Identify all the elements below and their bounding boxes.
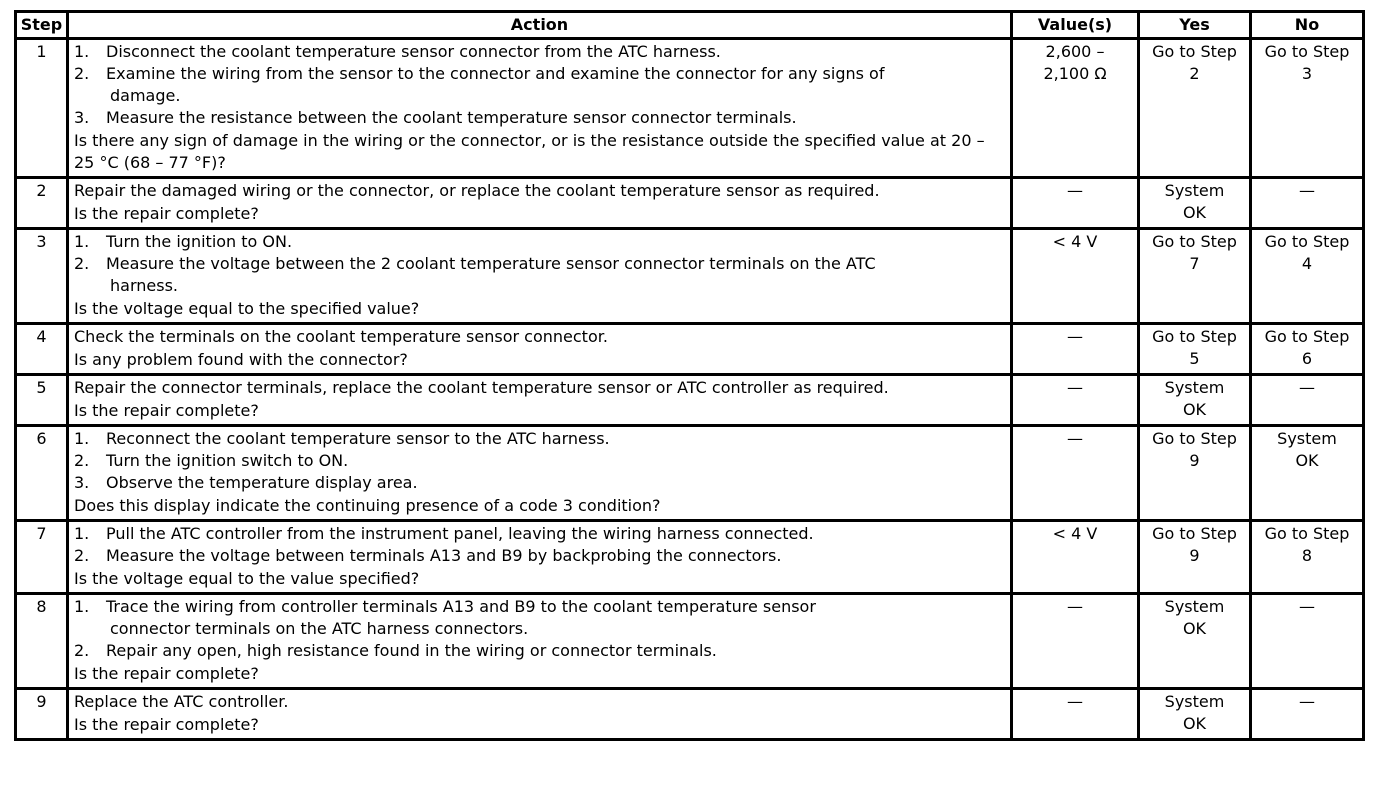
no-cell-line: — (1299, 378, 1315, 397)
yes-cell-line: System (1164, 597, 1225, 616)
no-cell (1251, 229, 1364, 324)
action-step-continuation: damage. (110, 86, 181, 105)
action-step-continuation: connector terminals on the ATC harness connectors. (110, 619, 529, 638)
action-step-number: 1. (74, 524, 90, 543)
action-step-number: 1. (74, 42, 90, 61)
no-cell (1251, 521, 1364, 594)
action-step-text: Measure the voltage between the 2 coolant temperature sensor connector terminals on the ATC (106, 254, 876, 273)
header-action: Action (68, 12, 1012, 39)
action-step-text: Measure the voltage between terminals A13 and B9 by backprobing the connectors. (106, 546, 782, 565)
yes-cell-line: 2 (1189, 64, 1200, 83)
table-row (16, 375, 1364, 426)
action-text: Check the terminals on the coolant temperature sensor connector. (74, 327, 608, 346)
yes-cell-line: 7 (1189, 254, 1200, 273)
no-cell-line: Go to Step (1264, 232, 1350, 251)
yes-cell-line: System (1164, 181, 1225, 200)
yes-cell (1139, 521, 1251, 594)
yes-cell (1139, 178, 1251, 229)
action-cell (68, 375, 1012, 426)
header-values: Value(s) (1012, 12, 1139, 39)
table-row (16, 689, 1364, 740)
no-cell-line: — (1299, 597, 1315, 616)
action-step-text: Repair any open, high resistance found in the wiring or connector terminals. (106, 641, 717, 660)
action-step-number: 1. (74, 232, 90, 251)
action-step-number: 2. (74, 64, 90, 83)
action-question: Is there any sign of damage in the wiring or the connector, or is the resistance outside the specified value at 20 – 25 °C (68 – 77 °F)? (74, 131, 985, 172)
value-cell-line: < 4 V (1052, 524, 1098, 543)
yes-cell (1139, 594, 1251, 689)
header-step: Step (16, 12, 68, 39)
action-step-text: Measure the resistance between the coolant temperature sensor connector terminals. (106, 108, 797, 127)
action-question: Is any problem found with the connector? (74, 350, 408, 369)
no-cell-line: 3 (1301, 64, 1313, 83)
step-number: 4 (16, 324, 68, 375)
action-step-text: Turn the ignition to ON. (106, 232, 293, 251)
no-cell-line: 8 (1301, 546, 1313, 565)
action-text: Replace the ATC controller. (74, 692, 289, 711)
action-cell (68, 39, 1012, 178)
action-question: Is the repair complete? (74, 715, 259, 734)
action-cell (68, 594, 1012, 689)
action-step (74, 640, 1005, 662)
table-row (16, 39, 1364, 178)
no-cell-line: OK (1295, 451, 1319, 470)
table-row (16, 324, 1364, 375)
action-step (74, 523, 1005, 545)
action-step-text: Reconnect the coolant temperature sensor to the ATC harness. (106, 429, 610, 448)
table-body (16, 39, 1364, 740)
value-cell-line: — (1067, 181, 1083, 200)
action-step-number: 2. (74, 546, 90, 565)
header-yes: Yes (1139, 12, 1251, 39)
no-cell-line: Go to Step (1264, 524, 1350, 543)
action-step-number: 1. (74, 597, 90, 616)
yes-cell-line: OK (1182, 714, 1207, 733)
no-cell (1251, 689, 1364, 740)
yes-cell-line: Go to Step (1152, 42, 1237, 61)
action-step-number: 2. (74, 641, 90, 660)
step-number: 1 (16, 39, 68, 178)
action-question: Is the voltage equal to the specified value? (74, 299, 420, 318)
table-row (16, 178, 1364, 229)
header-no: No (1251, 12, 1364, 39)
no-cell-line: System (1277, 429, 1337, 448)
no-cell (1251, 594, 1364, 689)
yes-cell-line: 9 (1189, 451, 1200, 470)
value-cell (1012, 375, 1139, 426)
no-cell-line: — (1299, 692, 1315, 711)
step-number: 9 (16, 689, 68, 740)
value-cell-line: — (1067, 692, 1083, 711)
action-step (74, 428, 1005, 450)
value-cell-line: — (1067, 597, 1083, 616)
table-row (16, 521, 1364, 594)
action-step-number: 2. (74, 254, 90, 273)
action-step (74, 107, 1005, 129)
value-cell (1012, 229, 1139, 324)
action-step (74, 231, 1005, 253)
value-cell-line: — (1067, 327, 1083, 346)
action-step (74, 41, 1005, 63)
yes-cell-line: OK (1182, 203, 1207, 222)
action-step-text: Examine the wiring from the sensor to the connector and examine the connector for any signs of (106, 64, 885, 83)
value-cell (1012, 426, 1139, 521)
no-cell (1251, 39, 1364, 178)
diagnostic-table (14, 10, 1365, 741)
action-question: Is the repair complete? (74, 204, 259, 223)
action-step-number: 2. (74, 451, 90, 470)
yes-cell (1139, 426, 1251, 521)
yes-cell-line: System (1164, 692, 1225, 711)
value-cell-line: < 4 V (1052, 232, 1098, 251)
table-row (16, 229, 1364, 324)
action-cell (68, 178, 1012, 229)
action-cell (68, 521, 1012, 594)
yes-cell-line: 5 (1189, 349, 1200, 368)
action-question: Is the repair complete? (74, 664, 259, 683)
action-step-text: Turn the ignition switch to ON. (106, 451, 349, 470)
yes-cell (1139, 689, 1251, 740)
yes-cell-line: OK (1182, 400, 1207, 419)
table-row (16, 594, 1364, 689)
no-cell (1251, 375, 1364, 426)
yes-cell (1139, 229, 1251, 324)
action-step (74, 63, 1005, 85)
yes-cell (1139, 39, 1251, 178)
step-number: 5 (16, 375, 68, 426)
action-step (74, 450, 1005, 472)
yes-cell-line: OK (1182, 619, 1207, 638)
no-cell (1251, 178, 1364, 229)
action-cell (68, 689, 1012, 740)
step-number: 3 (16, 229, 68, 324)
no-cell-line: Go to Step (1264, 327, 1350, 346)
no-cell-line: 6 (1301, 349, 1313, 368)
value-cell (1012, 178, 1139, 229)
action-question: Is the repair complete? (74, 401, 259, 420)
step-number: 7 (16, 521, 68, 594)
action-step (74, 596, 1005, 618)
yes-cell-line: 9 (1189, 546, 1200, 565)
value-cell (1012, 594, 1139, 689)
action-step-continuation: harness. (110, 276, 178, 295)
action-text: Repair the damaged wiring or the connector, or replace the coolant temperature sensor as required. (74, 181, 880, 200)
action-question: Does this display indicate the continuing presence of a code 3 condition? (74, 496, 661, 515)
action-step (74, 545, 1005, 567)
yes-cell-line: Go to Step (1152, 429, 1237, 448)
action-text: Repair the connector terminals, replace the coolant temperature sensor or ATC controller as required. (74, 378, 889, 397)
step-number: 8 (16, 594, 68, 689)
step-number: 6 (16, 426, 68, 521)
value-cell (1012, 39, 1139, 178)
action-question: Is the voltage equal to the value specified? (74, 569, 420, 588)
yes-cell (1139, 375, 1251, 426)
value-cell (1012, 689, 1139, 740)
action-step-text: Observe the temperature display area. (106, 473, 418, 492)
action-step-text: Pull the ATC controller from the instrument panel, leaving the wiring harness connected. (106, 524, 814, 543)
action-cell (68, 229, 1012, 324)
no-cell-line: — (1299, 181, 1315, 200)
yes-cell (1139, 324, 1251, 375)
value-cell (1012, 324, 1139, 375)
action-step-number: 3. (74, 473, 90, 492)
no-cell-line: Go to Step (1264, 42, 1350, 61)
action-cell (68, 324, 1012, 375)
action-step-text: Trace the wiring from controller terminals A13 and B9 to the coolant temperature sensor (106, 597, 816, 616)
action-cell (68, 426, 1012, 521)
no-cell (1251, 324, 1364, 375)
step-number: 2 (16, 178, 68, 229)
action-step-text: Disconnect the coolant temperature sensor connector from the ATC harness. (106, 42, 721, 61)
action-step-number: 1. (74, 429, 90, 448)
value-cell-line: — (1067, 429, 1083, 448)
table-row (16, 426, 1364, 521)
action-step (74, 472, 1005, 494)
yes-cell-line: Go to Step (1152, 232, 1237, 251)
no-cell-line: 4 (1301, 254, 1313, 273)
yes-cell-line: Go to Step (1152, 524, 1237, 543)
action-step (74, 253, 1005, 275)
header-row (16, 12, 1364, 39)
yes-cell-line: Go to Step (1152, 327, 1237, 346)
value-cell (1012, 521, 1139, 594)
no-cell (1251, 426, 1364, 521)
value-cell-line: 2,100 Ω (1043, 64, 1107, 83)
value-cell-line: — (1067, 378, 1083, 397)
value-cell-line: 2,600 – (1045, 42, 1105, 61)
yes-cell-line: System (1164, 378, 1225, 397)
action-step-number: 3. (74, 108, 90, 127)
